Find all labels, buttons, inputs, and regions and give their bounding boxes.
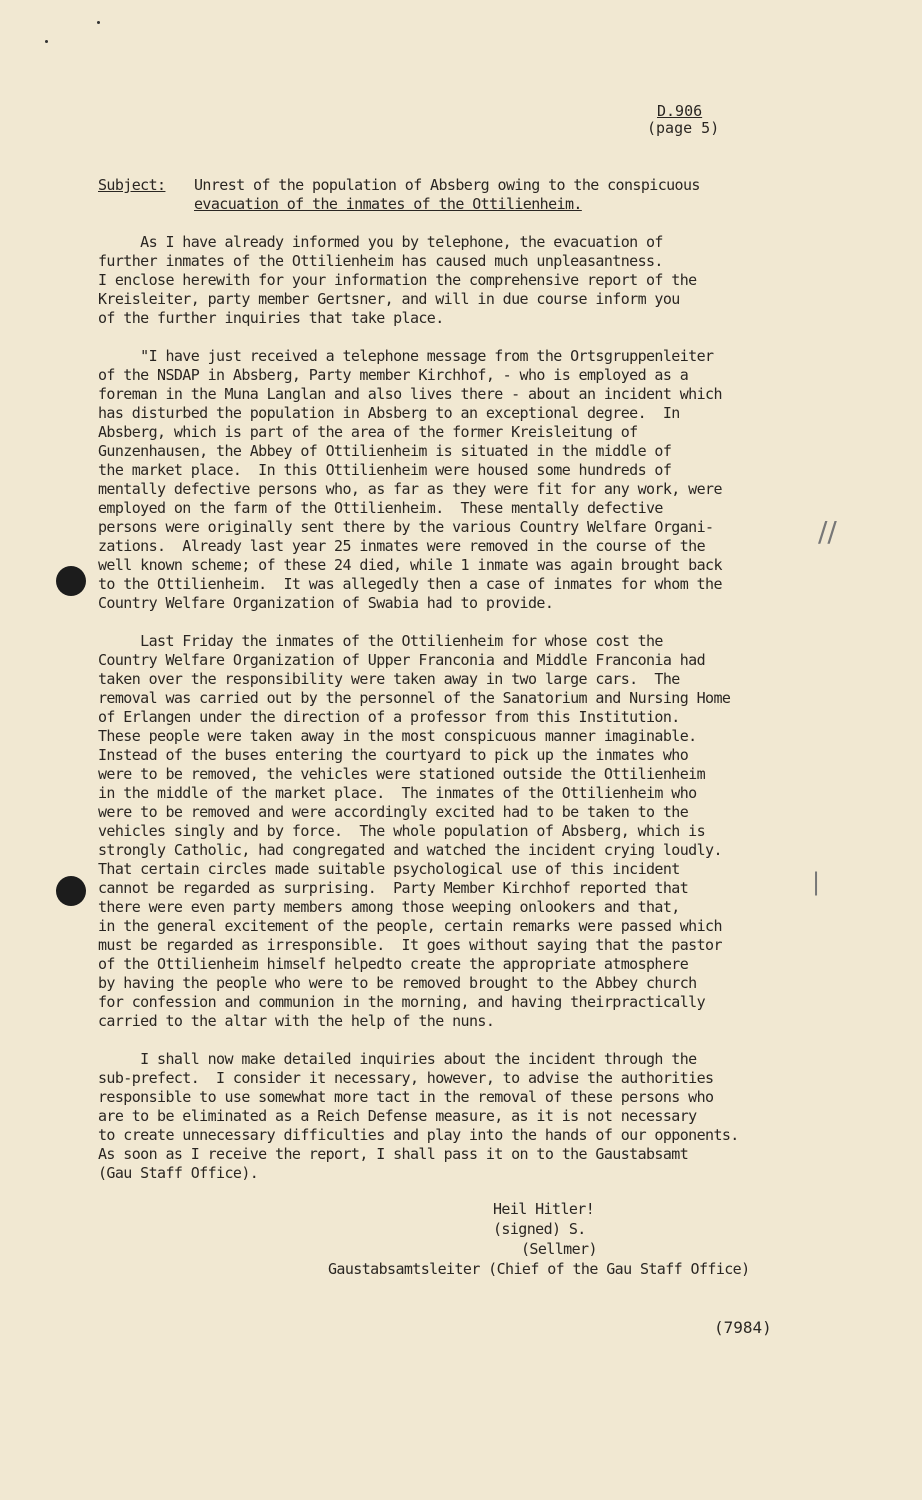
text-line: to the Ottilienheim. It was allegedly then a case of inmates for whom the bbox=[98, 575, 722, 593]
text-line: in the general excitement of the people, certain remarks were passed which bbox=[98, 917, 722, 935]
speck-mark bbox=[45, 40, 48, 43]
text-line: of Erlangen under the direction of a professor from this Institution. bbox=[98, 708, 680, 726]
text-line: persons were originally sent there by the various Country Welfare Organi- bbox=[98, 518, 714, 536]
text-line: mentally defective persons who, as far as they were fit for any work, were bbox=[98, 480, 722, 498]
signature-title: Gaustabsamtsleiter (Chief of the Gau Staff Office) bbox=[328, 1260, 750, 1278]
punch-hole bbox=[56, 566, 86, 596]
text-line: "I have just received a telephone message from the Ortsgruppenleiter bbox=[98, 347, 714, 365]
text-line: I enclose herewith for your information the comprehensive report of the bbox=[98, 271, 697, 289]
text-line: the market place. In this Ottilienheim were housed some hundreds of bbox=[98, 461, 672, 479]
text-line: to create unnecessary difficulties and play into the hands of our opponents. bbox=[98, 1126, 739, 1144]
text-line: has disturbed the population in Absberg to an exceptional degree. In bbox=[98, 404, 680, 422]
text-line: in the middle of the market place. The inmates of the Ottilienheim who bbox=[98, 784, 697, 802]
text-line: were to be removed, the vehicles were stationed outside the Ottilienheim bbox=[98, 765, 706, 783]
text-line: further inmates of the Ottilienheim has caused much unpleasantness. bbox=[98, 252, 663, 270]
text-line: were to be removed and were accordingly excited had to be taken to the bbox=[98, 803, 689, 821]
text-line: Instead of the buses entering the courtyard to pick up the inmates who bbox=[98, 746, 689, 764]
text-line: carried to the altar with the help of the nuns. bbox=[98, 1012, 495, 1030]
text-line: of the NSDAP in Absberg, Party member Kirchhof, - who is employed as a bbox=[98, 366, 689, 384]
signature-name: (Sellmer) bbox=[521, 1240, 597, 1258]
text-line: (Gau Staff Office). bbox=[98, 1164, 259, 1182]
punch-hole bbox=[56, 876, 86, 906]
text-line: responsible to use somewhat more tact in the removal of these persons who bbox=[98, 1088, 714, 1106]
text-line: foreman in the Muna Langlan and also lives there - about an incident which bbox=[98, 385, 722, 403]
text-line: taken over the responsibility were taken away in two large cars. The bbox=[98, 670, 680, 688]
text-line: Country Welfare Organization of Upper Franconia and Middle Franconia had bbox=[98, 651, 706, 669]
signature-greeting: Heil Hitler! bbox=[493, 1200, 595, 1218]
text-line: As I have already informed you by telephone, the evacuation of bbox=[98, 233, 663, 251]
text-line: are to be eliminated as a Reich Defense measure, as it is not necessary bbox=[98, 1107, 697, 1125]
margin-mark: // bbox=[818, 515, 837, 548]
text-line: of the further inquiries that take place. bbox=[98, 309, 444, 327]
text-line: removal was carried out by the personnel of the Sanatorium and Nursing Home bbox=[98, 689, 731, 707]
signature-signed: (signed) S. bbox=[493, 1220, 586, 1238]
subject-label bbox=[98, 176, 165, 195]
text-line: I shall now make detailed inquiries about the incident through the bbox=[98, 1050, 697, 1068]
text-line: there were even party members among those weeping onlookers and that, bbox=[98, 898, 680, 916]
text-line: zations. Already last year 25 inmates were removed in the course of the bbox=[98, 537, 706, 555]
text-line: of the Ottilienheim himself helpedto create the appropriate atmosphere bbox=[98, 955, 689, 973]
text-line: sub-prefect. I consider it necessary, however, to advise the authorities bbox=[98, 1069, 714, 1087]
text-line: by having the people who were to be removed brought to the Abbey church bbox=[98, 974, 697, 992]
text-line: well known scheme; of these 24 died, while 1 inmate was again brought back bbox=[98, 556, 722, 574]
speck-mark bbox=[97, 21, 100, 24]
margin-mark: | bbox=[812, 868, 821, 896]
text-line: cannot be regarded as surprising. Party Member Kirchhof reported that bbox=[98, 879, 689, 897]
text-line: must be regarded as irresponsible. It goes without saying that the pastor bbox=[98, 936, 722, 954]
subject-label-text: Subject: bbox=[98, 176, 166, 194]
text-line: for confession and communion in the morning, and having theirpractically bbox=[98, 993, 706, 1011]
subject-line-2: evacuation of the inmates of the Ottilienheim. bbox=[194, 195, 582, 213]
text-line: Absberg, which is part of the area of the former Kreisleitung of bbox=[98, 423, 638, 441]
text-line: vehicles singly and by force. The whole population of Absberg, which is bbox=[98, 822, 706, 840]
text-line: That certain circles made suitable psychological use of this incident bbox=[98, 860, 680, 878]
document-reference: D.906 bbox=[657, 102, 703, 120]
text-line: Gunzenhausen, the Abbey of Ottilienheim is situated in the middle of bbox=[98, 442, 672, 460]
page-reference: (page 5) bbox=[647, 119, 720, 137]
text-line: Kreisleiter, party member Gertsner, and will in due course inform you bbox=[98, 290, 680, 308]
text-line: strongly Catholic, had congregated and watched the incident crying loudly. bbox=[98, 841, 722, 859]
text-line: These people were taken away in the most conspicuous manner imaginable. bbox=[98, 727, 697, 745]
text-line: As soon as I receive the report, I shall pass it on to the Gaustabsamt bbox=[98, 1145, 689, 1163]
subject-line-1: Unrest of the population of Absberg owing to the conspicuous bbox=[194, 176, 700, 194]
footer-number: (7984) bbox=[714, 1318, 772, 1337]
text-line: Last Friday the inmates of the Ottilienheim for whose cost the bbox=[98, 632, 663, 650]
text-line: employed on the farm of the Ottilienheim. These mentally defective bbox=[98, 499, 663, 517]
text-line: Country Welfare Organization of Swabia had to provide. bbox=[98, 594, 554, 612]
